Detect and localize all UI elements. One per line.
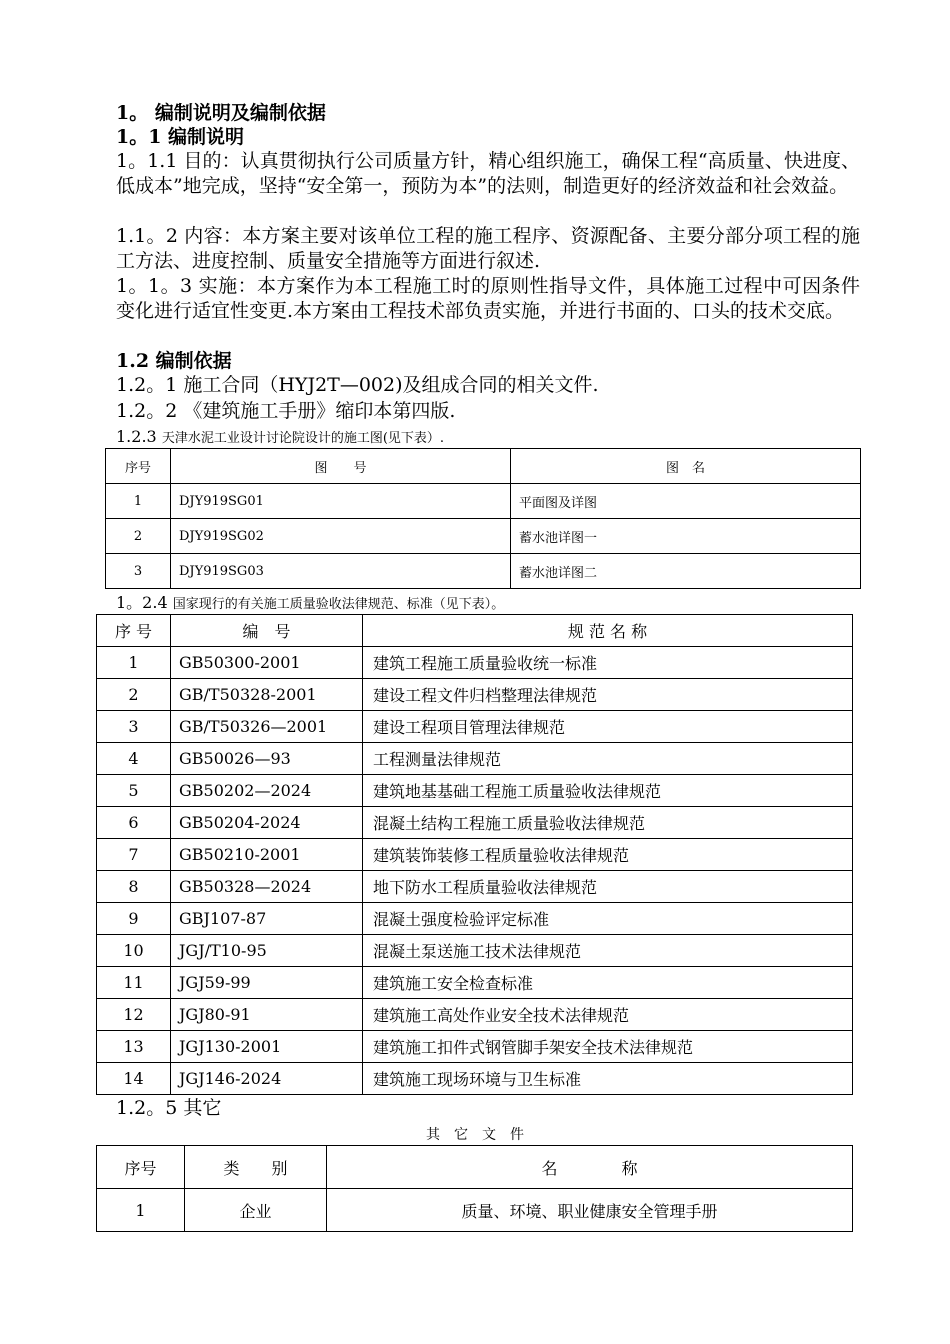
- caption-1-2-4: [116, 593, 504, 615]
- table-cell: 建设工程项目管理法律规范: [363, 711, 853, 743]
- table-cell: 6: [97, 807, 171, 839]
- table-cell: GB50202—2024: [171, 775, 363, 807]
- table-row: [97, 871, 853, 903]
- table-row: [106, 554, 861, 589]
- table-cell: 13: [97, 1031, 171, 1063]
- table-cell: 平面图及详图: [511, 484, 861, 519]
- table-cell: 混凝土强度检验评定标准: [363, 903, 853, 935]
- table-cell: 地下防水工程质量验收法律规范: [363, 871, 853, 903]
- table-cell: 8: [97, 871, 171, 903]
- other-documents-table: [96, 1145, 853, 1232]
- table-cell: 建筑施工现场环境与卫生标准: [363, 1063, 853, 1095]
- table-cell: GB50204-2024: [171, 807, 363, 839]
- header-cell: 序号: [106, 449, 171, 484]
- caption-1-2-3-text: 天津水泥工业设计讨论院设计的施工图(见下表）.: [161, 431, 445, 446]
- table-cell: JGJ59-99: [171, 967, 363, 999]
- table-cell: 1: [106, 484, 171, 519]
- table-cell: DJY919SG01: [171, 484, 511, 519]
- table-cell: GB50210-2001: [171, 839, 363, 871]
- table-cell: JGJ146-2024: [171, 1063, 363, 1095]
- header-cell: 规 范 名 称: [363, 615, 853, 647]
- table-cell: 2: [97, 679, 171, 711]
- table-cell: GB/T50328-2001: [171, 679, 363, 711]
- standards-table: [96, 614, 853, 1095]
- table-cell: 蓄水池详图二: [511, 554, 861, 589]
- table-cell: DJY919SG03: [171, 554, 511, 589]
- table-row: [106, 484, 861, 519]
- table-row: [97, 679, 853, 711]
- table-cell: GBJ107-87: [171, 903, 363, 935]
- drawings-table: [105, 448, 861, 589]
- table-cell: DJY919SG02: [171, 519, 511, 554]
- table-row: [97, 743, 853, 775]
- table-header-row: [106, 449, 861, 484]
- table-row: [97, 1031, 853, 1063]
- caption-1-2-3-number: 1.2.3: [116, 427, 157, 446]
- paragraph-1-1-3: 1。1。3 实施：本方案作为本工程施工时的原则性指导文件，具体施工过程中可因条件变化进行适宜性变更.本方案由工程技术部负责实施，并进行书面的、口头的技术交底。: [116, 275, 860, 322]
- table-cell: 1: [97, 1189, 185, 1232]
- section-heading-1-1: 1。1 编制说明: [116, 126, 245, 148]
- table-cell: 建筑施工扣件式钢管脚手架安全技术法律规范: [363, 1031, 853, 1063]
- caption-1-2-3: [116, 427, 444, 449]
- table-cell: 4: [97, 743, 171, 775]
- table-row: [97, 711, 853, 743]
- table-cell: 建筑施工高处作业安全技术法律规范: [363, 999, 853, 1031]
- table-cell: GB50300-2001: [171, 647, 363, 679]
- paragraph-1-1-2: 1.1。2 内容：本方案主要对该单位工程的施工程序、资源配备、主要分部分项工程的施工方法、进度控制、质量安全措施等方面进行叙述.: [116, 225, 860, 272]
- table-row: [97, 647, 853, 679]
- table-cell: 11: [97, 967, 171, 999]
- table-cell: 5: [97, 775, 171, 807]
- table-row: [97, 1189, 853, 1232]
- table-row: [97, 1063, 853, 1095]
- table-cell: 建筑装饰装修工程质量验收法律规范: [363, 839, 853, 871]
- header-cell: 类 别: [185, 1146, 327, 1189]
- table-cell: 建筑地基基础工程施工质量验收法律规范: [363, 775, 853, 807]
- table-row: [97, 967, 853, 999]
- section-heading-1-2: 1.2 编制依据: [116, 350, 232, 372]
- table-cell: 9: [97, 903, 171, 935]
- table-cell: 企业: [185, 1189, 327, 1232]
- table-row: [97, 807, 853, 839]
- line-1-2-1: 1.2。1 施工合同（HYJ2T—002)及组成合同的相关文件.: [116, 374, 599, 396]
- table-row: [97, 903, 853, 935]
- table-cell: 建筑施工安全检查标准: [363, 967, 853, 999]
- table-row: [97, 775, 853, 807]
- table-cell: 建设工程文件归档整理法律规范: [363, 679, 853, 711]
- table-row: [97, 999, 853, 1031]
- table-cell: 质量、环境、职业健康安全管理手册: [327, 1189, 853, 1232]
- table-header-row: [97, 1146, 853, 1189]
- table-cell: 10: [97, 935, 171, 967]
- table-cell: JGJ/T10-95: [171, 935, 363, 967]
- table-cell: 蓄水池详图一: [511, 519, 861, 554]
- other-documents-caption: 其 它 文 件: [426, 1127, 524, 1143]
- table-cell: 12: [97, 999, 171, 1031]
- table-row: [97, 839, 853, 871]
- table-cell: GB/T50326—2001: [171, 711, 363, 743]
- table-cell: JGJ80-91: [171, 999, 363, 1031]
- table-cell: 工程测量法律规范: [363, 743, 853, 775]
- table-cell: GB50026—93: [171, 743, 363, 775]
- section-heading-1: 1。 编制说明及编制依据: [116, 102, 326, 124]
- header-cell: 图 号: [171, 449, 511, 484]
- table-header-row: [97, 615, 853, 647]
- table-cell: 3: [97, 711, 171, 743]
- table-cell: 2: [106, 519, 171, 554]
- table-cell: 14: [97, 1063, 171, 1095]
- header-cell: 编 号: [171, 615, 363, 647]
- table-cell: 混凝土泵送施工技术法律规范: [363, 935, 853, 967]
- table-cell: 3: [106, 554, 171, 589]
- table-cell: 建筑工程施工质量验收统一标准: [363, 647, 853, 679]
- caption-1-2-4-number: 1。2.4: [116, 593, 168, 612]
- table-cell: 1: [97, 647, 171, 679]
- table-row: [97, 935, 853, 967]
- header-cell: 序 号: [97, 615, 171, 647]
- line-1-2-2: 1.2。2 《建筑施工手册》缩印本第四版.: [116, 400, 456, 422]
- caption-1-2-4-text: 国家现行的有关施工质量验收法律规范、标准（见下表）。: [172, 597, 505, 612]
- header-cell: 名 称: [327, 1146, 853, 1189]
- header-cell: 序号: [97, 1146, 185, 1189]
- table-cell: 混凝土结构工程施工质量验收法律规范: [363, 807, 853, 839]
- table-cell: GB50328—2024: [171, 871, 363, 903]
- table-cell: 7: [97, 839, 171, 871]
- line-1-2-5: 1.2。5 其它: [116, 1097, 222, 1119]
- paragraph-1-1-1: 1。1.1 目的：认真贯彻执行公司质量方针，精心组织施工，确保工程“高质量、快进度、低成本”地完成，坚持“安全第一，预防为本”的法则，制造更好的经济效益和社会效益。: [116, 150, 860, 197]
- table-row: [106, 519, 861, 554]
- header-cell: 图 名: [511, 449, 861, 484]
- table-cell: JGJ130-2001: [171, 1031, 363, 1063]
